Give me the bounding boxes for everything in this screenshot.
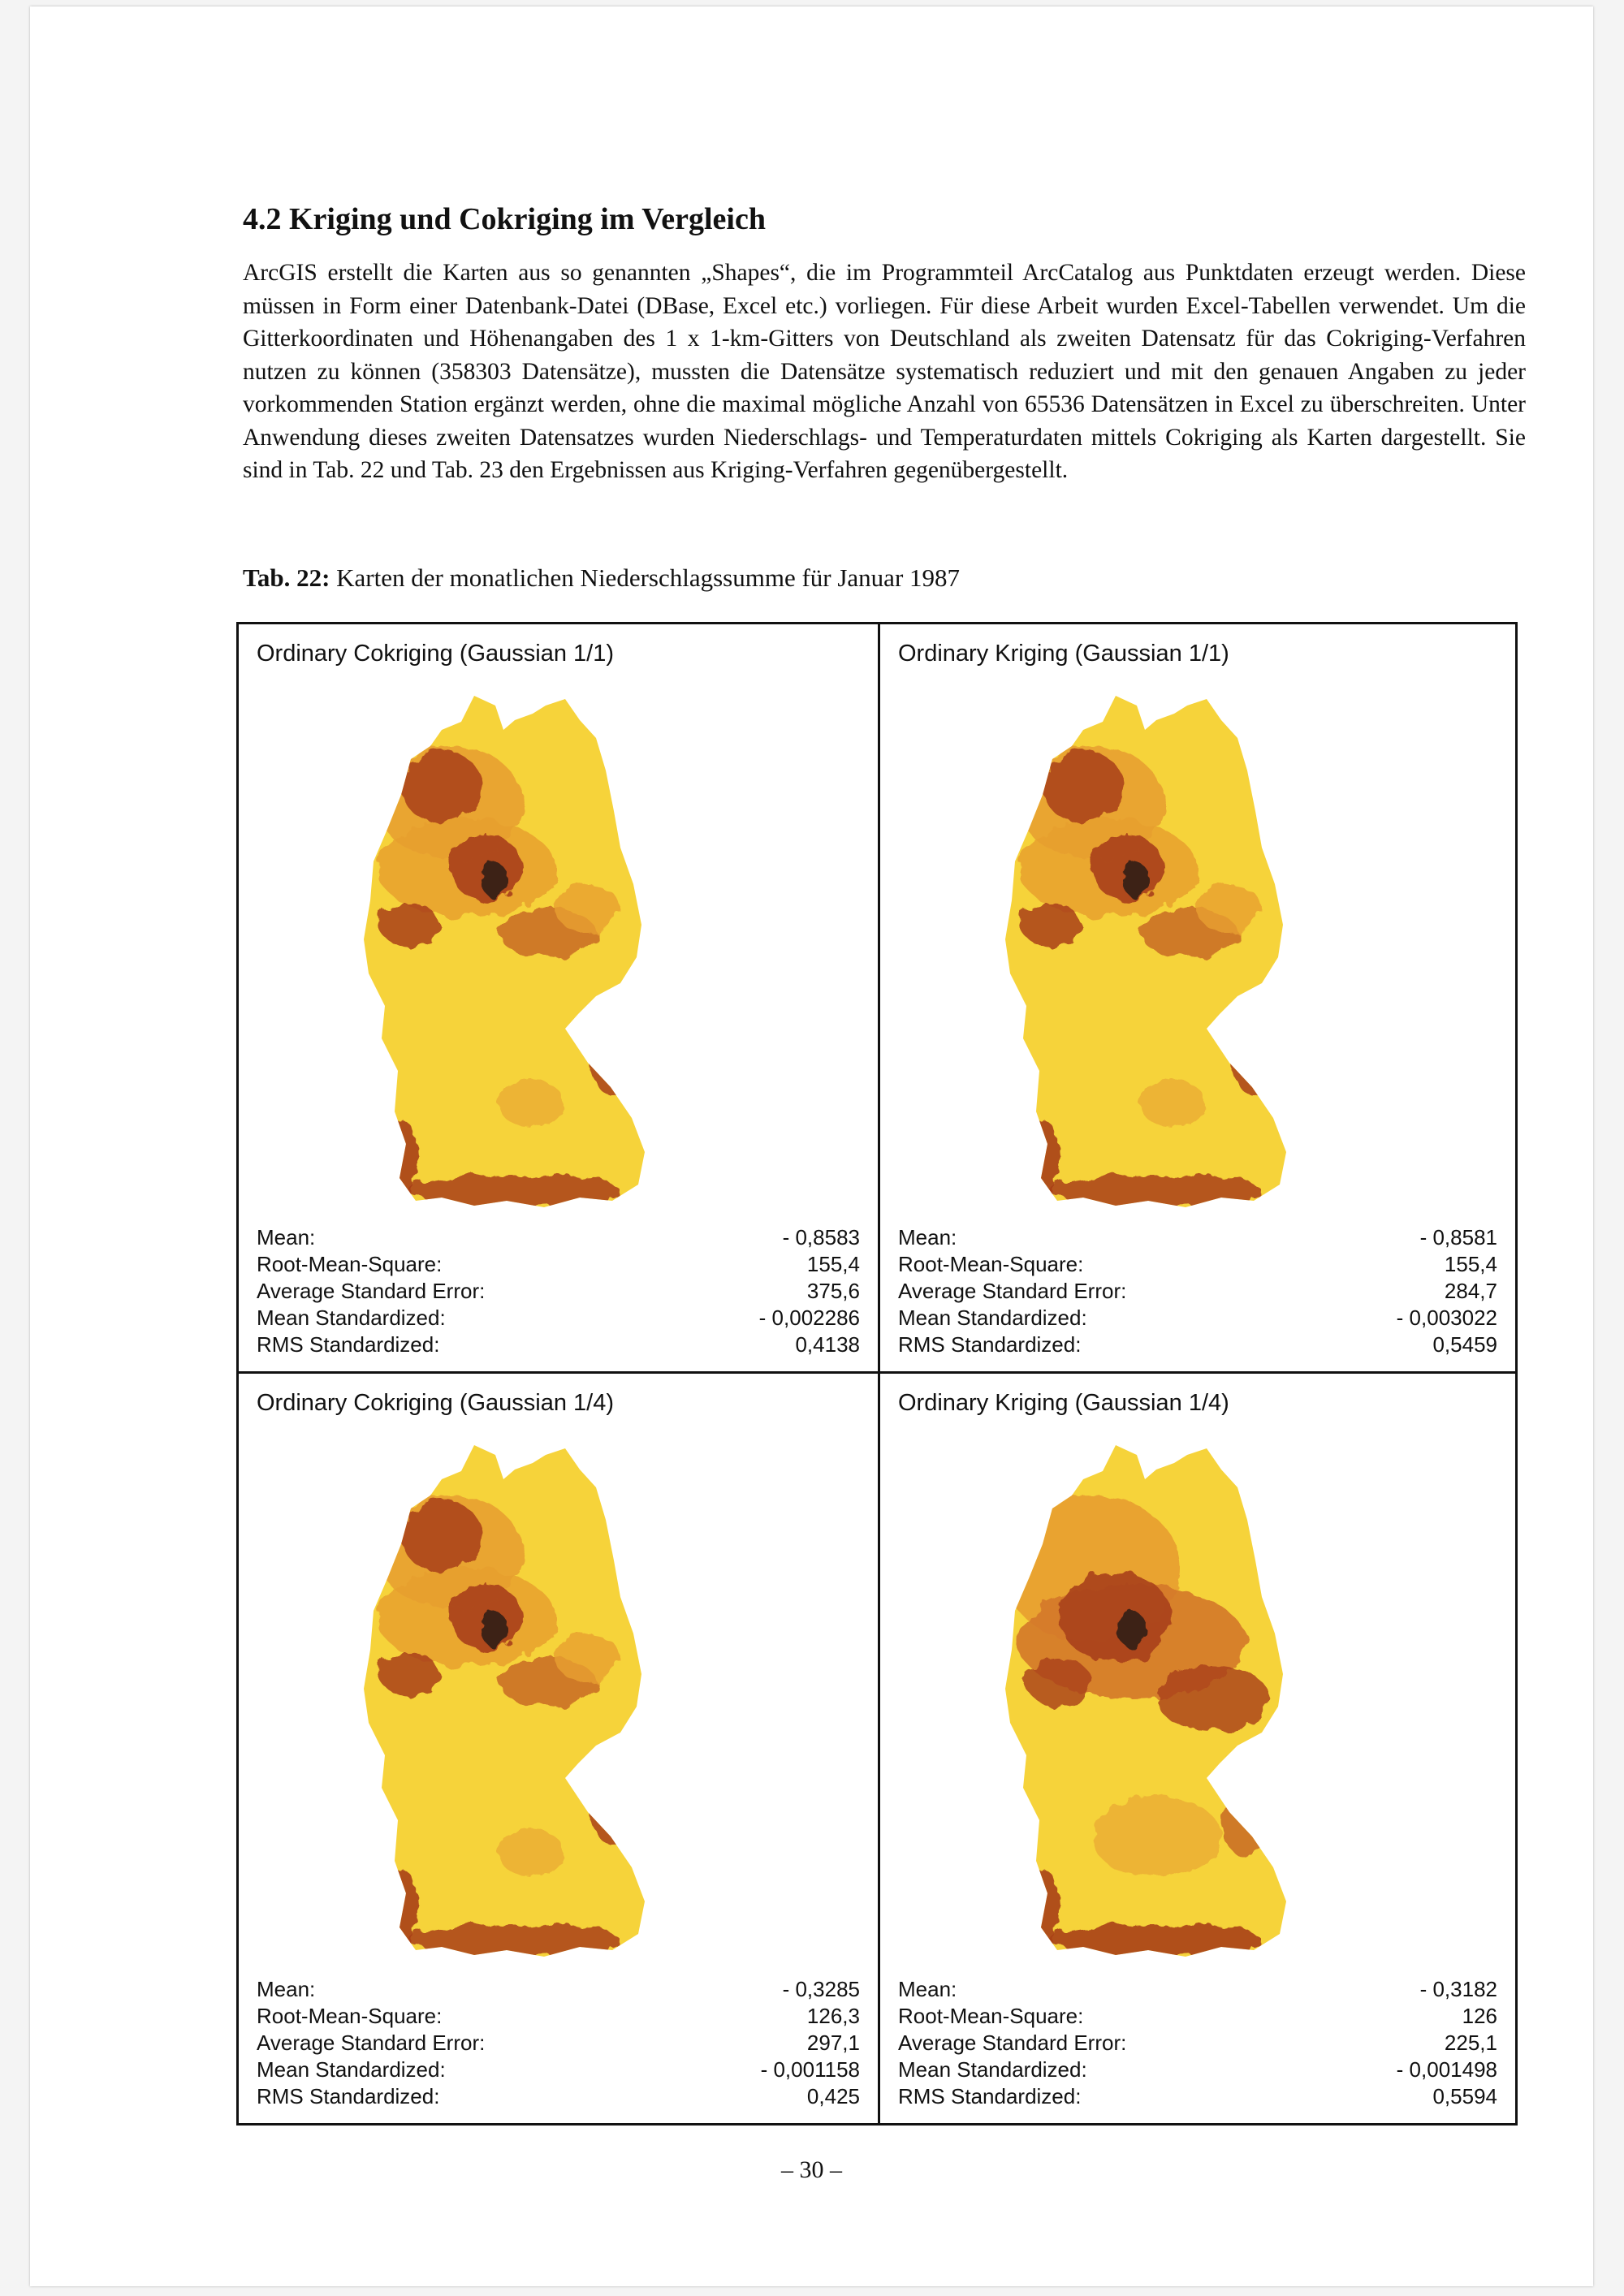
- stat-value: 155,4: [806, 1252, 860, 1276]
- stat-row-ase: [257, 1278, 860, 1305]
- stat-label: Mean Standardized:: [257, 2057, 446, 2082]
- stat-value: - 0,3285: [782, 1977, 860, 2001]
- section-paragraph: ArcGIS erstellt die Karten aus so genannten „Shapes“, die im Programmteil ArcCatalog aus Punktdaten erzeugt werden. Diese müssen in Form einer Datenbank-Datei (DBase, Excel etc.) vorliegen. Für diese Arbeit wurden Excel-Tabellen verwendet. Um die Gitterkoordinaten und Höhenangaben des 1 x 1-km-Gitters von Deutschland als zweiten Datensatz für das Cokriging-Verfahren nutzen zu können (358303 Datensätze), mussten die Datensätze systematisch reduziert und mit den genauen Angaben zu jeder vorkommenden Station ergänzt werden, ohne die maximal mögliche Anzahl von 65536 Datensätzen in Excel zu überschreiten. Unter Anwendung dieses zweiten Datensatzes wurden Niederschlags- und Temperaturdaten mittels Cokriging als Karten dargestellt. Sie sind in Tab. 22 und Tab. 23 den Ergebnissen aus Kriging-Verfahren gegenübergestellt.: [243, 260, 1526, 483]
- table-caption-label: Tab. 22:: [243, 563, 330, 592]
- stat-value: 225,1: [1444, 2031, 1497, 2055]
- panel-statistics: [257, 1976, 860, 2110]
- precipitation-map: [352, 1431, 661, 1983]
- stat-row-rms-standardized: [257, 2083, 860, 2110]
- stat-value: 0,5594: [1432, 2084, 1497, 2108]
- stat-label: Average Standard Error:: [257, 2031, 486, 2055]
- stat-label: Mean Standardized:: [257, 1306, 446, 1330]
- page-number: – 30 –: [781, 2156, 842, 2183]
- stat-label: Mean:: [257, 1225, 316, 1249]
- precipitation-map: [994, 1431, 1302, 1983]
- stat-label: RMS Standardized:: [898, 1332, 1082, 1357]
- stat-value: 155,4: [1444, 1252, 1497, 1276]
- stat-label: RMS Standardized:: [898, 2084, 1082, 2108]
- panel-title: Ordinary Cokriging (Gaussian 1/4): [257, 1390, 615, 1416]
- stat-label: Mean:: [257, 1977, 316, 2001]
- stat-row-ase: [898, 1278, 1497, 1305]
- table-caption-text: Karten der monatlichen Niederschlagssumme für Januar 1987: [330, 563, 961, 592]
- stat-label: Average Standard Error:: [898, 2031, 1127, 2055]
- stat-value: 0,4138: [795, 1332, 860, 1357]
- stat-label: Mean:: [898, 1225, 957, 1249]
- stat-row-rms: [257, 1251, 860, 1278]
- stat-row-mean-standardized: [257, 1305, 860, 1331]
- stat-label: Root-Mean-Square:: [257, 1252, 443, 1276]
- panel-statistics: [898, 1224, 1497, 1358]
- precipitation-map: [352, 681, 661, 1233]
- stat-row-ase: [257, 2030, 860, 2056]
- stat-row-rms-standardized: [898, 1331, 1497, 1358]
- panel-title: Ordinary Kriging (Gaussian 1/1): [898, 641, 1229, 667]
- stat-row-mean: [898, 1224, 1497, 1251]
- stat-value: - 0,8581: [1419, 1225, 1497, 1249]
- stat-value: 126: [1462, 2004, 1497, 2028]
- stat-row-mean-standardized: [898, 2056, 1497, 2083]
- stat-value: - 0,001498: [1396, 2057, 1497, 2082]
- panel-title: Ordinary Kriging (Gaussian 1/4): [898, 1390, 1229, 1416]
- stat-label: Root-Mean-Square:: [898, 2004, 1084, 2028]
- stat-value: - 0,001158: [760, 2057, 860, 2082]
- stat-label: Average Standard Error:: [257, 1279, 486, 1303]
- stat-label: RMS Standardized:: [257, 1332, 440, 1357]
- stat-value: - 0,3182: [1419, 1977, 1497, 2001]
- stat-value: - 0,003022: [1396, 1306, 1497, 1330]
- stat-row-mean: [898, 1976, 1497, 2003]
- stat-value: - 0,8583: [782, 1225, 860, 1249]
- stat-row-rms-standardized: [257, 1331, 860, 1358]
- table-caption: [243, 563, 960, 593]
- panel-statistics: [257, 1224, 860, 1358]
- stat-row-mean-standardized: [257, 2056, 860, 2083]
- stat-label: Mean Standardized:: [898, 2057, 1087, 2082]
- stat-row-mean: [257, 1224, 860, 1251]
- stat-row-rms: [898, 2003, 1497, 2030]
- stat-value: 0,425: [806, 2084, 860, 2108]
- stat-label: Root-Mean-Square:: [257, 2004, 443, 2028]
- stat-row-mean: [257, 1976, 860, 2003]
- stat-row-rms: [257, 2003, 860, 2030]
- stat-value: 0,5459: [1432, 1332, 1497, 1357]
- stat-row-mean-standardized: [898, 1305, 1497, 1331]
- panel-title: Ordinary Cokriging (Gaussian 1/1): [257, 641, 615, 667]
- stat-label: Root-Mean-Square:: [898, 1252, 1084, 1276]
- stat-value: - 0,002286: [758, 1306, 860, 1330]
- stat-label: RMS Standardized:: [257, 2084, 440, 2108]
- stat-value: 126,3: [806, 2004, 860, 2028]
- stat-row-rms: [898, 1251, 1497, 1278]
- map-panel-kriging-gaussian-1-4: [880, 1374, 1515, 2123]
- stat-row-rms-standardized: [898, 2083, 1497, 2110]
- section-heading: 4.2 Kriging und Cokriging im Vergleich: [243, 202, 766, 236]
- map-panel-cokriging-gaussian-1-4: [239, 1374, 878, 2123]
- map-comparison-table: [236, 622, 1518, 2126]
- map-panel-kriging-gaussian-1-1: [880, 624, 1515, 1371]
- stat-label: Mean Standardized:: [898, 1306, 1087, 1330]
- stat-value: 297,1: [806, 2031, 860, 2055]
- stat-value: 284,7: [1444, 1279, 1497, 1303]
- stat-row-ase: [898, 2030, 1497, 2056]
- document-page: [30, 6, 1593, 2286]
- precipitation-map: [994, 681, 1302, 1233]
- map-panel-cokriging-gaussian-1-1: [239, 624, 878, 1371]
- stat-label: Average Standard Error:: [898, 1279, 1127, 1303]
- panel-statistics: [898, 1976, 1497, 2110]
- stat-value: 375,6: [806, 1279, 860, 1303]
- stat-label: Mean:: [898, 1977, 957, 2001]
